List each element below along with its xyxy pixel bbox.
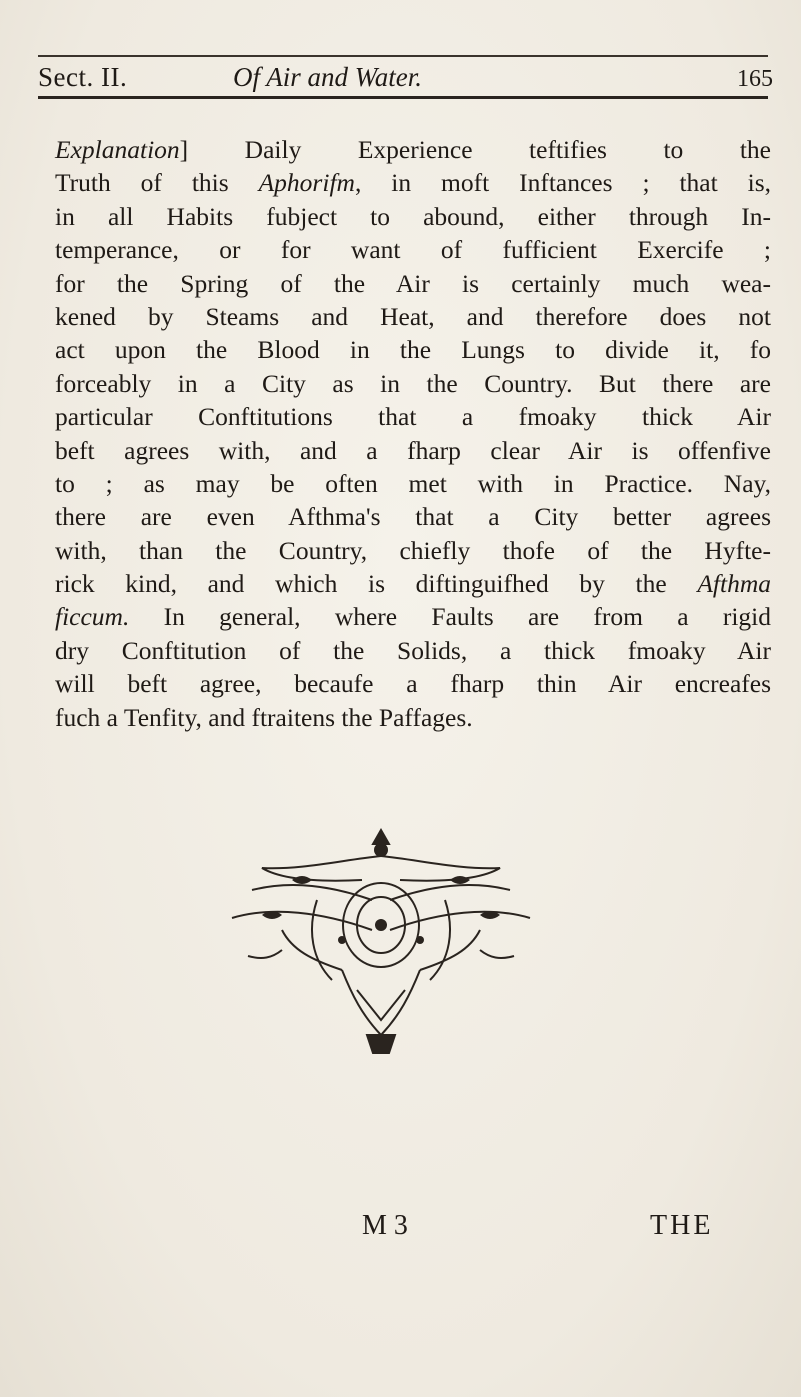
text-run: , in moft Inftances ; that is,	[354, 168, 771, 198]
text-run: rick kind, and which is diftinguifhed by the	[55, 569, 698, 599]
text-line	[55, 600, 771, 633]
text-line	[55, 333, 771, 366]
text-line	[55, 200, 771, 233]
text-run: kened by Steams and Heat, and therefore does not	[55, 301, 771, 331]
text-run: there are even Afthma's that a City better agrees	[55, 502, 771, 532]
text-line	[55, 701, 771, 734]
text-line	[55, 567, 771, 600]
text-line	[55, 467, 771, 500]
text-run: in all Habits fubject to abound, either through In-	[55, 201, 771, 231]
text-line	[55, 367, 771, 400]
tailpiece-ornament-icon	[222, 820, 540, 1070]
catchword: THE	[650, 1210, 714, 1241]
text-line	[55, 434, 771, 467]
text-run: dry Conftitution of the Solids, a thick fmoaky Air	[55, 635, 771, 665]
italic-text: ficcum.	[55, 602, 130, 632]
page-footer	[0, 1210, 801, 1250]
text-run: forceably in a City as in the Country. But there are	[55, 368, 771, 398]
italic-text: Afthma	[697, 569, 771, 599]
italic-text: Aphorifm	[258, 168, 355, 198]
text-line	[55, 667, 771, 700]
text-run: beft agrees with, and a fharp clear Air is offenfive	[55, 435, 771, 465]
text-run: to ; as may be often met with in Practice. Nay,	[55, 468, 771, 498]
text-line	[55, 634, 771, 667]
text-run: In general, where Faults are from a rigid	[129, 602, 771, 632]
text-line	[55, 133, 771, 166]
header-top-rule	[38, 55, 768, 57]
text-line	[55, 267, 771, 300]
text-line	[55, 500, 771, 533]
text-run: particular Conftitutions that a fmoaky thick Air	[55, 402, 771, 432]
text-run: with, than the Country, chiefly thofe of the Hyfte-	[55, 535, 771, 565]
body-paragraph	[55, 133, 771, 734]
page-number: 165	[737, 66, 773, 92]
header-bottom-rule	[38, 96, 768, 99]
section-label: Sect. II.	[38, 62, 128, 92]
signature-mark: M 3	[362, 1210, 408, 1241]
text-line	[55, 233, 771, 266]
italic-text: Explanation	[55, 135, 180, 164]
text-run: ] Daily Experience teftifies to the	[179, 135, 771, 164]
text-line	[55, 300, 771, 333]
text-run: for the Spring of the Air is certainly much wea-	[55, 268, 771, 298]
text-line	[55, 400, 771, 433]
text-run: fuch a Tenfity, and ftraitens the Paffages.	[55, 702, 473, 732]
text-line	[55, 166, 771, 199]
text-run: will beft agree, becaufe a fharp thin Air encreafes	[55, 669, 771, 699]
running-title: Of Air and Water.	[233, 62, 423, 92]
text-run: Truth of this	[55, 168, 259, 198]
text-run: act upon the Blood in the Lungs to divide it, fo	[55, 335, 771, 365]
text-run: temperance, or for want of fufficient Exercife ;	[55, 235, 771, 265]
text-line	[55, 534, 771, 567]
